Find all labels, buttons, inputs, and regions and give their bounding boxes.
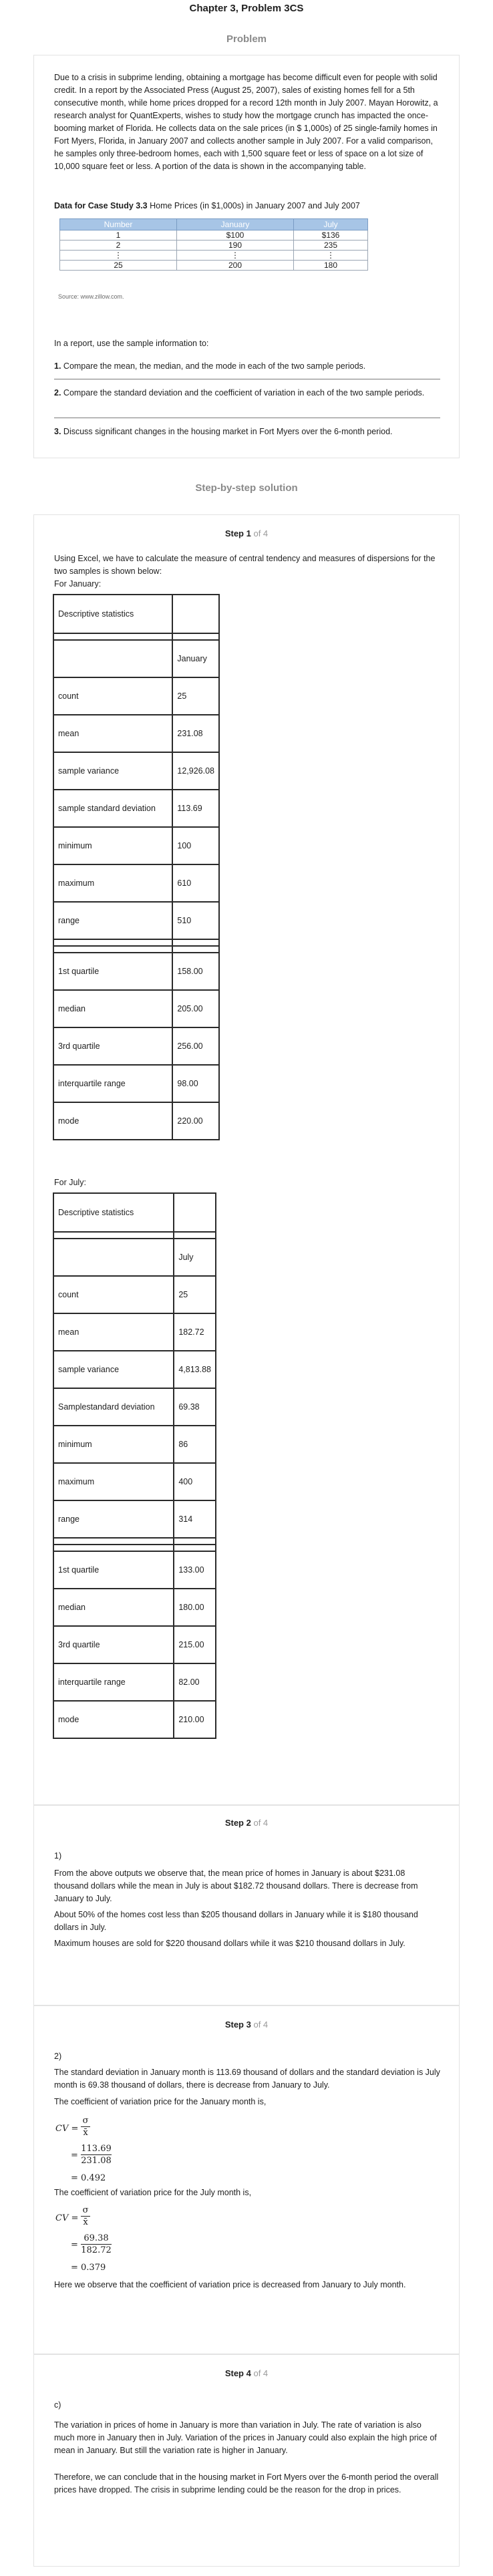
cell: 200 (176, 261, 293, 271)
stat-name: maximum (53, 1463, 174, 1500)
stat-value: 12,926.08 (172, 752, 219, 790)
table-row (53, 1276, 216, 1313)
stat-value: 610 (172, 864, 219, 902)
sigma: σ (82, 2205, 89, 2215)
stats-header: Descriptive statistics (53, 595, 172, 633)
table-row (53, 939, 219, 946)
july-stats-table (53, 1192, 216, 1739)
table-row (53, 1663, 216, 1701)
requirement-text: Compare the standard deviation and the coefficient of variation in each of the two sample periods. (61, 388, 425, 397)
problem-label: Problem (226, 33, 267, 45)
stat-name: count (53, 1276, 174, 1313)
stat-value: 25 (172, 677, 219, 715)
table-row (53, 1626, 216, 1663)
step-2-paragraph-3: Maximum houses are sold for $220 thousand dollars while it was $210 thousand dollars in July. (54, 1939, 405, 1948)
table-row (60, 261, 368, 271)
equals: = (71, 2150, 78, 2160)
table-row (53, 946, 219, 953)
table-row (53, 1388, 216, 1426)
table-row (53, 1589, 216, 1626)
cell: 235 (294, 240, 368, 251)
table-row (53, 1545, 216, 1551)
header-number: Number (60, 219, 177, 230)
stat-value: 205.00 (172, 990, 219, 1027)
cell (53, 1545, 174, 1551)
table-row (53, 1538, 216, 1545)
stat-name: range (53, 1500, 174, 1538)
stat-name: mean (53, 1313, 174, 1351)
step-word: Step 3 (224, 2020, 251, 2030)
xbar: x̄ (83, 2128, 88, 2138)
july-fraction (81, 2233, 112, 2255)
sigma: σ (82, 2116, 89, 2126)
table-header-row (60, 219, 368, 230)
step-of: of 4 (253, 2368, 269, 2378)
cell: $100 (176, 230, 293, 240)
caption-bold: Data for Case Study 3.3 (54, 201, 148, 210)
table-row (53, 677, 219, 715)
stat-name: mode (53, 1701, 174, 1738)
stat-value: 98.00 (172, 1065, 219, 1102)
step-3-paragraph-2: The coefficient of variation price for the January month is, (54, 2097, 267, 2106)
stat-name: 1st quartile (53, 953, 172, 990)
table-row (53, 715, 219, 752)
stat-value: 133.00 (174, 1551, 216, 1589)
january-label: For January: (54, 579, 102, 589)
cell: 2 (60, 240, 177, 251)
table-row (53, 990, 219, 1027)
table-row (53, 1313, 216, 1351)
step-4-number: c) (54, 2400, 61, 2410)
cell (172, 946, 219, 953)
numerator: 69.38 (84, 2233, 109, 2243)
stat-name: mean (53, 715, 172, 752)
column-label: July (174, 1239, 216, 1276)
cell: ⋮ (60, 251, 177, 261)
table-row (53, 1239, 216, 1276)
problem-card (33, 55, 460, 458)
table-row (53, 1701, 216, 1738)
table-row (53, 1351, 216, 1388)
step-word: Step 1 (224, 528, 251, 538)
cell (53, 1538, 174, 1545)
stat-name: interquartile range (53, 1663, 174, 1701)
stat-value: 182.72 (174, 1313, 216, 1351)
stat-name: count (53, 677, 172, 715)
step-2-paragraph-1: From the above outputs we observe that, the mean price of homes in January is about $231.08 thousand dollars while the mean in July is about $182.72 thousand dollars. There is decrease from January to July. (54, 1869, 418, 1903)
requirement-num: 1. (54, 361, 61, 371)
table-row (53, 1463, 216, 1500)
cell (174, 1193, 216, 1232)
solution-label: Step-by-step solution (195, 482, 298, 494)
cell: ⋮ (294, 251, 368, 261)
problem-paragraph: Due to a crisis in subprime lending, obtaining a mortgage has become difficult even for people with solid credit. In a report by the Associated Press (August 25, 2007), sales of existing homes fell for a 5th consecutive month, while home prices dropped for a record 12th month in July 2007. Mayan Horowitz, a research analyst for QuantExperts, wishes to study how the mortgage crunch has impacted the once-booming market of Florida. He collects data on the sale prices (in $ 1,000s) of 25 single-family homes in Fort Myers, Florida, in January 2007 and collects another sample in July 2007. For a valid comparison, he samples only three-bedroom homes, each with 1,500 square feet or less of space on a lot size of 10,000 square feet or less. A portion of the data is shown in the accompanying table. (54, 73, 438, 171)
stat-name: median (53, 990, 172, 1027)
table-row (53, 752, 219, 790)
cell (53, 946, 172, 953)
stats-header: Descriptive statistics (53, 1193, 174, 1232)
cell (53, 939, 172, 946)
home-prices-table (59, 218, 368, 271)
stat-value: 180.00 (174, 1589, 216, 1626)
stat-value: 510 (172, 902, 219, 939)
january-stats-table (53, 594, 220, 1140)
requirement-3 (54, 426, 440, 438)
stat-name: sample variance (53, 1351, 174, 1388)
report-intro: In a report, use the sample information to: (54, 339, 209, 348)
step-3-paragraph-1: The standard deviation in January month is 113.69 thousand of dollars and the standard deviation is July month is 69.38 thousand of dollars, there is decrease from January to July. (54, 2068, 440, 2090)
fraction-bar (81, 2244, 112, 2245)
stat-value: 210.00 (174, 1701, 216, 1738)
xbar: x̄ (83, 2217, 88, 2227)
stat-value: 158.00 (172, 953, 219, 990)
table-row (53, 827, 219, 864)
step-2-header (34, 1818, 459, 1828)
step-4-card (33, 2354, 460, 2567)
stat-value: 314 (174, 1500, 216, 1538)
table-row (53, 1551, 216, 1589)
january-fraction (81, 2144, 112, 2166)
cell: 190 (176, 240, 293, 251)
table-source: Source: www.zillow.com. (58, 293, 124, 300)
stat-name: 3rd quartile (53, 1626, 174, 1663)
table-row (53, 864, 219, 902)
july-cv-result: = 0.379 (71, 2263, 106, 2273)
requirement-2 (54, 387, 440, 399)
requirement-text: Compare the mean, the median, and the mode in each of the two sample periods. (61, 361, 366, 371)
stat-value: 256.00 (172, 1027, 219, 1065)
step-3-number: 2) (54, 2052, 62, 2061)
step-1-card (33, 514, 460, 1805)
stat-value: 86 (174, 1426, 216, 1463)
table-row (53, 1065, 219, 1102)
step-of: of 4 (253, 528, 269, 538)
cell (53, 640, 172, 677)
table-row (53, 595, 219, 633)
stat-name: interquartile range (53, 1065, 172, 1102)
stat-value: 113.69 (172, 790, 219, 827)
stat-name: sample standard deviation (53, 790, 172, 827)
table-row (53, 1232, 216, 1239)
step-4-paragraph-1: The variation in prices of home in January is more than variation in July. The rate of variation is also much more in January then in July. Variation of the prices in January could also explain the high price of mean in January. But still the variation rate is higher in January. (54, 2420, 437, 2455)
table-row (53, 1027, 219, 1065)
cv-lhs: CV = (55, 2124, 79, 2134)
cell: $136 (294, 230, 368, 240)
step-of: of 4 (253, 2020, 269, 2030)
table-row (60, 240, 368, 251)
stat-name: 1st quartile (53, 1551, 174, 1589)
sigma-over-xbar (81, 2116, 90, 2138)
caption-rest: Home Prices (in $1,000s) in January 2007 and July 2007 (147, 201, 360, 210)
stat-value: 100 (172, 827, 219, 864)
july-label: For July: (54, 1178, 86, 1187)
cell: 1 (60, 230, 177, 240)
page-title: Chapter 3, Problem 3CS (189, 3, 304, 14)
step-word: Step 4 (224, 2368, 251, 2378)
stat-name: minimum (53, 827, 172, 864)
cell (53, 633, 172, 640)
header-july: July (294, 219, 368, 230)
stat-name: sample variance (53, 752, 172, 790)
table-row (53, 633, 219, 640)
cell: 25 (60, 261, 177, 271)
cell: ⋮ (176, 251, 293, 261)
stat-value: 400 (174, 1463, 216, 1500)
stat-name: 3rd quartile (53, 1027, 172, 1065)
stat-value: 231.08 (172, 715, 219, 752)
step-2-paragraph-2: About 50% of the homes cost less than $205 thousand dollars in January while it is $180 thousand dollars in July. (54, 1910, 418, 1932)
stat-name: Samplestandard deviation (53, 1388, 174, 1426)
requirement-num: 2. (54, 388, 61, 397)
january-cv-result: = 0.492 (71, 2173, 106, 2183)
step-4-paragraph-2: Therefore, we can conclude that in the housing market in Fort Myers over the 6-month period the overall prices have dropped. The crisis in subprime lending could be the reason for the drop in prices. (54, 2472, 439, 2494)
table-row (53, 902, 219, 939)
stat-name: range (53, 902, 172, 939)
requirement-text: Discuss significant changes in the housing market in Fort Myers over the 6-month period. (61, 427, 393, 436)
step-4-header (34, 2368, 459, 2378)
table-row (60, 251, 368, 261)
fraction-bar (81, 2216, 90, 2217)
numerator: 113.69 (81, 2144, 112, 2154)
step-1-header (34, 528, 459, 538)
stat-value: 25 (174, 1276, 216, 1313)
fraction-bar (81, 2154, 112, 2155)
table-row (53, 1426, 216, 1463)
step-of: of 4 (253, 1818, 269, 1828)
table-row (53, 790, 219, 827)
stat-name: minimum (53, 1426, 174, 1463)
cell (172, 633, 219, 640)
table-row (53, 1193, 216, 1232)
cell (174, 1538, 216, 1545)
stat-name: mode (53, 1102, 172, 1140)
denominator: 182.72 (81, 2245, 112, 2255)
step-word: Step 2 (224, 1818, 251, 1828)
table-caption (54, 201, 360, 210)
header-january: January (176, 219, 293, 230)
requirement-num: 3. (54, 427, 61, 436)
stat-value: 4,813.88 (174, 1351, 216, 1388)
cell (174, 1232, 216, 1239)
cv-lhs: CV = (55, 2213, 79, 2223)
stat-value: 215.00 (174, 1626, 216, 1663)
stat-value: 69.38 (174, 1388, 216, 1426)
table-row (53, 953, 219, 990)
stat-name: maximum (53, 864, 172, 902)
step-2-number: 1) (54, 1851, 62, 1861)
stat-name: median (53, 1589, 174, 1626)
step-2-card (33, 1805, 460, 2005)
stat-value: 82.00 (174, 1663, 216, 1701)
cell: 180 (294, 261, 368, 271)
step-3-paragraph-3: The coefficient of variation price for the July month is, (54, 2188, 252, 2197)
denominator: 231.08 (81, 2156, 112, 2166)
cell (53, 1232, 174, 1239)
step-1-intro: Using Excel, we have to calculate the measure of central tendency and measures of dispersions for the two samples is shown below: (54, 554, 436, 576)
step-3-card (33, 2005, 460, 2354)
fraction-bar (81, 2126, 90, 2127)
table-row (53, 1500, 216, 1538)
stat-value: 220.00 (172, 1102, 219, 1140)
table-row (53, 640, 219, 677)
step-3-header (34, 2020, 459, 2030)
table-row (60, 230, 368, 240)
column-label: January (172, 640, 219, 677)
step-3-paragraph-4: Here we observe that the coefficient of variation price is decreased from January to July month. (54, 2280, 406, 2289)
cell (174, 1545, 216, 1551)
cell (172, 595, 219, 633)
table-row (53, 1102, 219, 1140)
requirement-1 (54, 360, 440, 373)
cell (172, 939, 219, 946)
cell (53, 1239, 174, 1276)
sigma-over-xbar (81, 2205, 90, 2227)
equals: = (71, 2240, 78, 2250)
